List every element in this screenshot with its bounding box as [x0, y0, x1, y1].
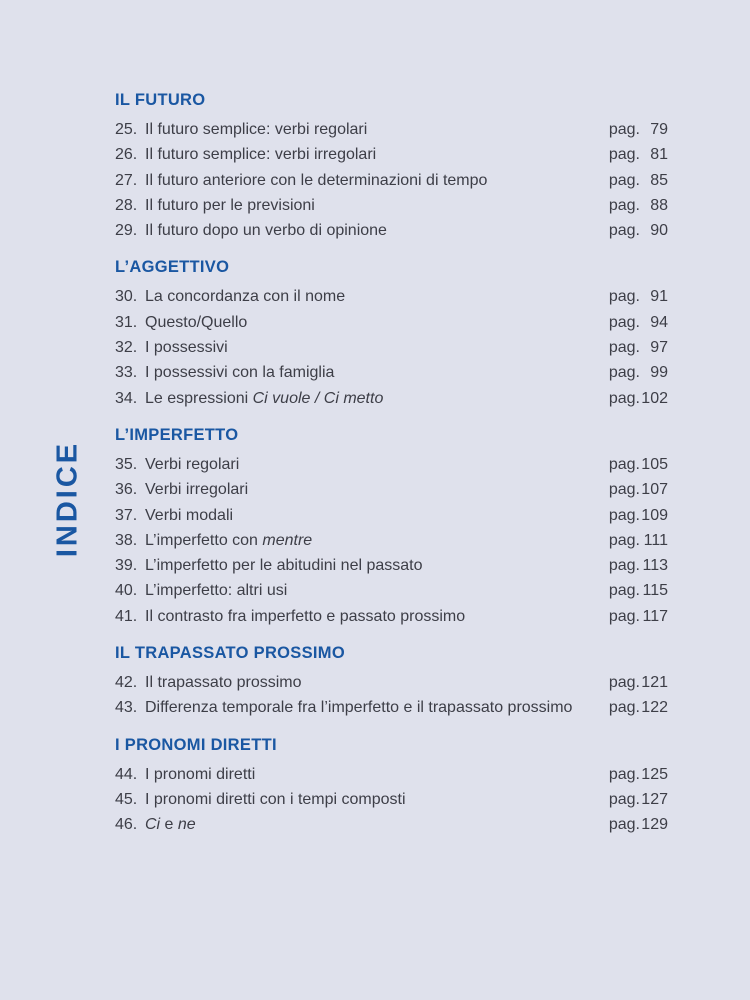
page-number: 121: [641, 674, 668, 692]
toc-row: [115, 762, 668, 787]
page-number: 122: [641, 699, 668, 717]
toc-row: [115, 386, 668, 411]
pag-label: pag.: [608, 455, 640, 473]
page-number: 127: [641, 790, 668, 808]
item-title: Il trapassato prossimo: [145, 674, 302, 692]
item-title: Il futuro semplice: verbi irregolari: [145, 146, 377, 164]
pag-label: pag.: [608, 531, 640, 549]
page-number: 111: [643, 531, 668, 549]
pag-label: pag.: [608, 389, 640, 407]
page-ref: [609, 193, 668, 218]
item-number: 31.: [115, 313, 138, 331]
item-number: 26.: [115, 146, 138, 164]
page-number: 97: [650, 339, 668, 357]
item-number: 40.: [115, 582, 138, 600]
page-ref: [609, 695, 668, 720]
toc-row: [115, 452, 668, 477]
item-number: 46.: [115, 816, 138, 834]
toc-row: [115, 787, 668, 812]
item-title: I possessivi: [145, 339, 228, 357]
item-title: I pronomi diretti con i tempi composti: [145, 790, 406, 808]
toc-row: [115, 528, 668, 553]
item-title: Verbi irregolari: [145, 481, 249, 499]
pag-label: pag.: [608, 582, 640, 600]
toc-row: [115, 117, 668, 142]
page-number: 107: [641, 481, 668, 499]
pag-label: pag.: [608, 146, 640, 164]
page-ref: [609, 528, 668, 553]
page-number: 125: [641, 765, 668, 783]
page-ref: [609, 477, 668, 502]
item-number: 33.: [115, 364, 138, 382]
item-title: Verbi modali: [145, 506, 234, 524]
section-title: I PRONOMI DIRETTI: [115, 735, 277, 754]
pag-label: pag.: [608, 222, 640, 240]
page-ref: [609, 117, 668, 142]
page-number: 129: [641, 816, 668, 834]
item-number: 45.: [115, 790, 138, 808]
page-ref: [609, 452, 668, 477]
page-ref: [609, 386, 668, 411]
section-title: IL FUTURO: [115, 91, 206, 109]
toc-row: [115, 503, 668, 528]
spine-label-indice: INDICE: [51, 440, 84, 558]
toc-row: [115, 604, 668, 629]
page-number: 102: [641, 389, 668, 407]
section-title: L’IMPERFETTO: [115, 425, 239, 444]
pag-label: pag.: [608, 506, 640, 524]
toc-section: [115, 90, 668, 243]
pag-label: pag.: [608, 364, 640, 382]
pag-label: pag.: [608, 607, 640, 625]
page-ref: [609, 360, 668, 385]
toc-row: [115, 310, 668, 335]
item-number: 34.: [115, 389, 138, 407]
pag-label: pag.: [608, 557, 640, 575]
item-number: 25.: [115, 121, 138, 138]
item-title: I possessivi con la famiglia: [145, 364, 335, 382]
item-number: 30.: [115, 288, 138, 306]
page-ref: [609, 142, 668, 167]
pag-label: pag.: [608, 171, 640, 189]
item-number: 27.: [115, 171, 138, 189]
toc-row: [115, 578, 668, 603]
page-number: 88: [650, 196, 668, 214]
item-title: L’imperfetto per le abitudini nel passato: [145, 557, 423, 575]
item-number: 39.: [115, 557, 138, 575]
toc-row: [115, 695, 668, 720]
page-ref: [609, 670, 668, 695]
toc-row: [115, 670, 668, 695]
item-title: La concordanza con il nome: [145, 288, 346, 306]
section-title: L’AGGETTIVO: [115, 258, 230, 277]
toc-row: [115, 218, 668, 243]
pag-label: pag.: [608, 288, 640, 306]
page-number: 79: [650, 121, 668, 138]
page-ref: [609, 787, 668, 812]
toc-row: [115, 360, 668, 385]
toc-section: [115, 643, 668, 721]
toc-row: [115, 193, 668, 218]
toc-section: [115, 735, 668, 838]
item-title: L’imperfetto: altri usi: [145, 582, 288, 600]
page-number: 81: [650, 146, 668, 164]
item-title: Il futuro dopo un verbo di opinione: [145, 222, 387, 240]
page-ref: [609, 503, 668, 528]
item-title: Ci e ne: [145, 816, 196, 834]
toc-section: [115, 257, 668, 410]
pag-label: pag.: [608, 121, 640, 138]
item-title: Le espressioni Ci vuole / Ci metto: [145, 389, 384, 407]
item-number: 29.: [115, 222, 138, 240]
toc-row: [115, 284, 668, 309]
page-ref: [609, 604, 668, 629]
toc-row: [115, 335, 668, 360]
pag-label: pag.: [608, 816, 640, 834]
page-ref: [609, 812, 668, 837]
item-number: 35.: [115, 455, 138, 473]
page-number: 109: [641, 506, 668, 524]
item-title: Il futuro semplice: verbi regolari: [145, 121, 368, 138]
item-number: 44.: [115, 765, 138, 783]
page-ref: [609, 310, 668, 335]
page-ref: [609, 168, 668, 193]
item-number: 32.: [115, 339, 138, 357]
toc-row: [115, 553, 668, 578]
page-number: 115: [642, 582, 668, 600]
page-ref: [609, 335, 668, 360]
page-number: 94: [650, 313, 668, 331]
item-number: 43.: [115, 699, 138, 717]
item-title: Questo/Quello: [145, 313, 248, 331]
item-number: 36.: [115, 481, 138, 499]
pag-label: pag.: [608, 765, 640, 783]
pag-label: pag.: [608, 790, 640, 808]
pag-label: pag.: [608, 313, 640, 331]
page-number: 99: [650, 364, 668, 382]
page-number: 85: [650, 171, 668, 189]
toc-row: [115, 477, 668, 502]
item-number: 37.: [115, 506, 138, 524]
item-number: 28.: [115, 196, 138, 214]
page-ref: [609, 284, 668, 309]
page-ref: [609, 578, 668, 603]
toc-row: [115, 142, 668, 167]
toc-row: [115, 168, 668, 193]
item-number: 38.: [115, 531, 138, 549]
page-number: 117: [642, 607, 668, 625]
table-of-contents: [115, 90, 668, 838]
item-title: L’imperfetto con mentre: [145, 531, 313, 549]
item-title: I pronomi diretti: [145, 765, 256, 783]
page-number: 90: [650, 222, 668, 240]
item-number: 41.: [115, 607, 138, 625]
page-number: 105: [641, 455, 668, 473]
section-title: IL TRAPASSATO PROSSIMO: [115, 644, 345, 663]
page-ref: [609, 218, 668, 243]
pag-label: pag.: [608, 196, 640, 214]
item-title: Verbi regolari: [145, 455, 240, 473]
pag-label: pag.: [608, 339, 640, 357]
item-title: Il contrasto fra imperfetto e passato prossimo: [145, 607, 466, 625]
pag-label: pag.: [608, 699, 640, 717]
page-ref: [609, 762, 668, 787]
item-number: 42.: [115, 674, 138, 692]
pag-label: pag.: [608, 481, 640, 499]
toc-section: [115, 425, 668, 629]
item-title: Il futuro anteriore con le determinazioni di tempo: [145, 171, 488, 189]
item-title: Il futuro per le previsioni: [145, 196, 315, 214]
pag-label: pag.: [608, 674, 640, 692]
item-title: Differenza temporale fra l’imperfetto e il trapassato prossimo: [145, 699, 573, 717]
page-ref: [609, 553, 668, 578]
page-number: 113: [642, 557, 668, 575]
page-number: 91: [650, 288, 668, 306]
toc-row: [115, 812, 668, 837]
